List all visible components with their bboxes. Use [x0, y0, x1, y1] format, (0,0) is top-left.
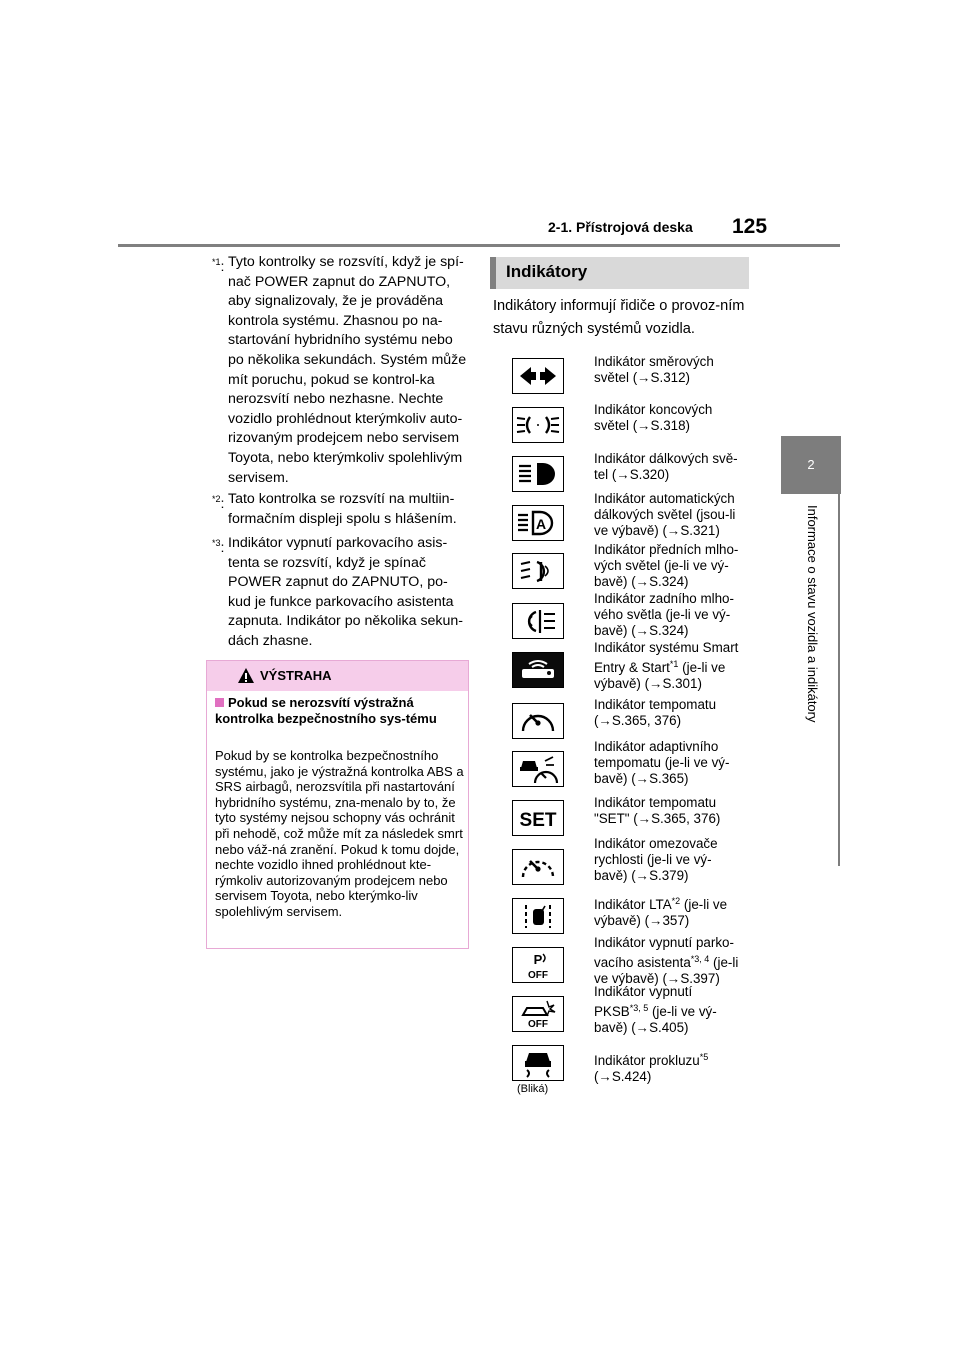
description-line: tempomatu (je-li ve vý- — [594, 755, 730, 770]
indicator-description — [594, 739, 754, 787]
set-icon — [512, 800, 564, 836]
tail-light-icon — [512, 407, 564, 443]
description-line: bavě) (→S.365) — [594, 771, 689, 786]
warning-header — [207, 661, 468, 691]
footnote-marker: *1 — [212, 257, 221, 267]
description-line: výbavě) (→S.301) — [594, 676, 702, 691]
pksb-off-icon — [512, 996, 564, 1032]
indicator-description — [594, 1049, 754, 1085]
front-fog-icon — [512, 553, 564, 589]
page-number: 125 — [732, 215, 768, 238]
description-line: (→S.424) — [594, 1069, 652, 1084]
warning-box — [206, 660, 469, 949]
description-line: Indikátor tempomatu — [594, 697, 717, 712]
square-bullet-icon — [215, 698, 224, 707]
warning-title: VÝSTRAHA — [260, 668, 332, 683]
smart-entry-icon — [512, 652, 564, 688]
description-line: bavě) (→S.379) — [594, 868, 689, 883]
turn-signal-icon — [512, 358, 564, 394]
description-line: bavě) (→S.324) — [594, 574, 689, 589]
lta-icon — [512, 898, 564, 934]
description-line: "SET" (→S.365, 376) — [594, 811, 721, 826]
description-line: Entry & Start$^{*1}$ (je-li ve — [594, 659, 726, 675]
description-line: Indikátor LTA$^{*2}$ (je-li ve — [594, 896, 728, 912]
section-header: 2-1. Přístrojová deska — [548, 219, 693, 235]
description-line: (→S.365, 376) — [594, 713, 682, 728]
description-line: světel (→S.318) — [594, 418, 691, 433]
description-line: Indikátor dálkových svě- — [594, 451, 738, 466]
footnote-text: Indikátor vypnutí parkovacího asis-tenta se rozsvítí, když je spínač POWER zapnut do ZAPNUTO, po-kud je funkce parkovacího asistenta zapnuta. Indikátor po několika sekun-dách zhasne. — [228, 535, 464, 649]
indicator-description — [594, 640, 754, 692]
indicator-description — [594, 354, 754, 386]
section-intro: Indikátory informují řidiče o provoz-ním stavu různých systémů vozidla. — [493, 298, 745, 337]
auto-high-beam-icon — [512, 505, 564, 541]
footnote-3: $^{*3}$: Indikátor vypnutí parkovacího asis-tenta se rozsvítí, když je spínač POWER zapnut do ZAPNUTO, po-kud je funkce parkovacího asistenta zapnuta. Indikátor po několika sekun-dách zhasne. — [212, 534, 470, 652]
description-line: dálkových světel (jsou-li — [594, 507, 736, 522]
icon-label: OFF — [528, 1019, 548, 1030]
indicator-description — [594, 795, 754, 827]
description-line: ve výbavě) (→S.321) — [594, 523, 720, 538]
warning-subtitle-text: Pokud se nerozsvítí výstražná kontrolka bezpečnostního sys-tému — [215, 695, 437, 726]
slip-indicator-icon — [512, 1045, 564, 1081]
svg-text:P: P — [533, 952, 543, 967]
description-line: tel (→S.320) — [594, 467, 670, 482]
description-line: Indikátor prokluzu$^{*5}$ — [594, 1052, 709, 1068]
footnote-2: $^{*2}$: Tato kontrolka se rozsvítí na multiin-formačním displeji spolu s hlášením. — [212, 490, 470, 529]
chapter-title: Informace o stavu vozidla a indikátory — [805, 505, 820, 723]
description-line: Indikátor tempomatu — [594, 795, 717, 810]
description-line: výbavě) (→357) — [594, 913, 690, 928]
section-title: Indikátory — [506, 262, 588, 281]
description-line: bavě) (→S.405) — [594, 1020, 689, 1035]
description-line: bavě) (→S.324) — [594, 623, 689, 638]
svg-text:A: A — [535, 516, 547, 532]
warning-subtitle — [215, 695, 467, 727]
warning-triangle-icon — [237, 667, 255, 684]
warning-body: Pokud by se kontrolka bezpečnostního systému, jako je výstražná kontrolka ABS a SRS airbagů, nerozsvítila při nastartování hybridního systému, zna-menalo by to, že tyto systémy nejsou schopny vás ochránit při nehodě, což může mít za následek smrt nebo váž-ná zranění. Pokud k tomu dojde, nechte vozidlo ihned prohlédnout kte-rýmkoliv autorizovaným prodejcem nebo servisem Toyota, nebo kterýmko-liv spolehlivým servisem. — [215, 748, 464, 919]
footnote-marker: *3 — [212, 538, 221, 548]
description-line: Indikátor zadního mlho- — [594, 591, 734, 606]
icon-label: OFF — [528, 970, 548, 981]
rear-fog-icon — [512, 603, 564, 639]
indicator-description — [594, 542, 754, 590]
description-line: vých světel (je-li ve vý- — [594, 558, 729, 573]
chapter-tab[interactable]: 2 — [781, 436, 841, 494]
indicator-description — [594, 893, 754, 929]
description-line: Indikátor vypnutí parko- — [594, 935, 734, 950]
footnote-text: Tyto kontrolky se rozsvítí, když je spí-nač POWER zapnut do ZAPNUTO, aby signalizovaly, že je prováděna kontrola systému. Zhasnou po na-startování hybridního systému nebo po několika sekundách. Systém může mít poruchu, pokud se kontrol-ka nerozsvítí nebo nezhasne. Nechte vozidlo prohlédnout kterýmkoliv auto-rizovaným prodejcem nebo servisem Toyota, nebo kterýmkoliv spolehlivým servisem. — [228, 254, 467, 486]
description-line: Indikátor automatických — [594, 491, 735, 506]
icon-label: SET — [519, 810, 557, 831]
high-beam-icon — [512, 456, 564, 492]
description-line: vacího asistenta$^{*3, 4}$ (je-li — [594, 954, 739, 970]
description-line: Indikátor adaptivního — [594, 739, 719, 754]
description-line: Indikátor systému Smart — [594, 640, 739, 655]
section-title-box — [490, 257, 749, 289]
footnote-1: $^{*1}$: Tyto kontrolky se rozsvítí, když je spí-nač POWER zapnut do ZAPNUTO, aby signalizovaly, že je prováděna kontrola systému. Zhasnou po na-startování hybridního systému nebo po několika sekundách. Systém může mít poruchu, pokud se kontrol-ka nerozsvítí nebo nezhasne. Nechte vozidlo prohlédnout kterýmkoliv auto-rizovaným prodejcem nebo servisem Toyota, nebo kterýmkoliv spolehlivým servisem. — [212, 253, 470, 488]
description-line: Indikátor omezovače — [594, 836, 718, 851]
description-line: vého světla (je-li ve vý- — [594, 607, 731, 622]
description-line: Indikátor vypnutí — [594, 984, 693, 999]
header-rule — [118, 244, 840, 247]
adaptive-cruise-icon — [512, 751, 564, 787]
description-line: rychlosti (je-li ve vý- — [594, 852, 712, 867]
cruise-control-icon — [512, 703, 564, 739]
indicator-description — [594, 935, 754, 987]
indicator-description — [594, 491, 754, 539]
footnote-marker: *2 — [212, 494, 221, 504]
indicator-description — [594, 836, 754, 884]
description-line: světel (→S.312) — [594, 370, 691, 385]
description-line: Indikátor směrových — [594, 354, 714, 369]
description-line: Indikátor předních mlho- — [594, 542, 739, 557]
indicator-description — [594, 591, 754, 639]
parking-assist-off-icon — [512, 947, 564, 983]
chapter-tab-line — [838, 494, 840, 866]
description-line: ve výbavě) (→S.397) — [594, 971, 720, 986]
indicator-description — [594, 402, 754, 434]
description-line: PKSB$^{*3, 5}$ (je-li ve vý- — [594, 1003, 717, 1019]
speed-limiter-icon — [512, 849, 564, 885]
indicator-description — [594, 697, 754, 729]
description-line: Indikátor koncových — [594, 402, 713, 417]
indicator-description — [594, 984, 754, 1036]
indicator-description — [594, 451, 754, 483]
footnote-text: Tato kontrolka se rozsvítí na multiin-formačním displeji spolu s hlášením. — [228, 491, 457, 527]
indicator-note: (Bliká) — [517, 1083, 549, 1095]
